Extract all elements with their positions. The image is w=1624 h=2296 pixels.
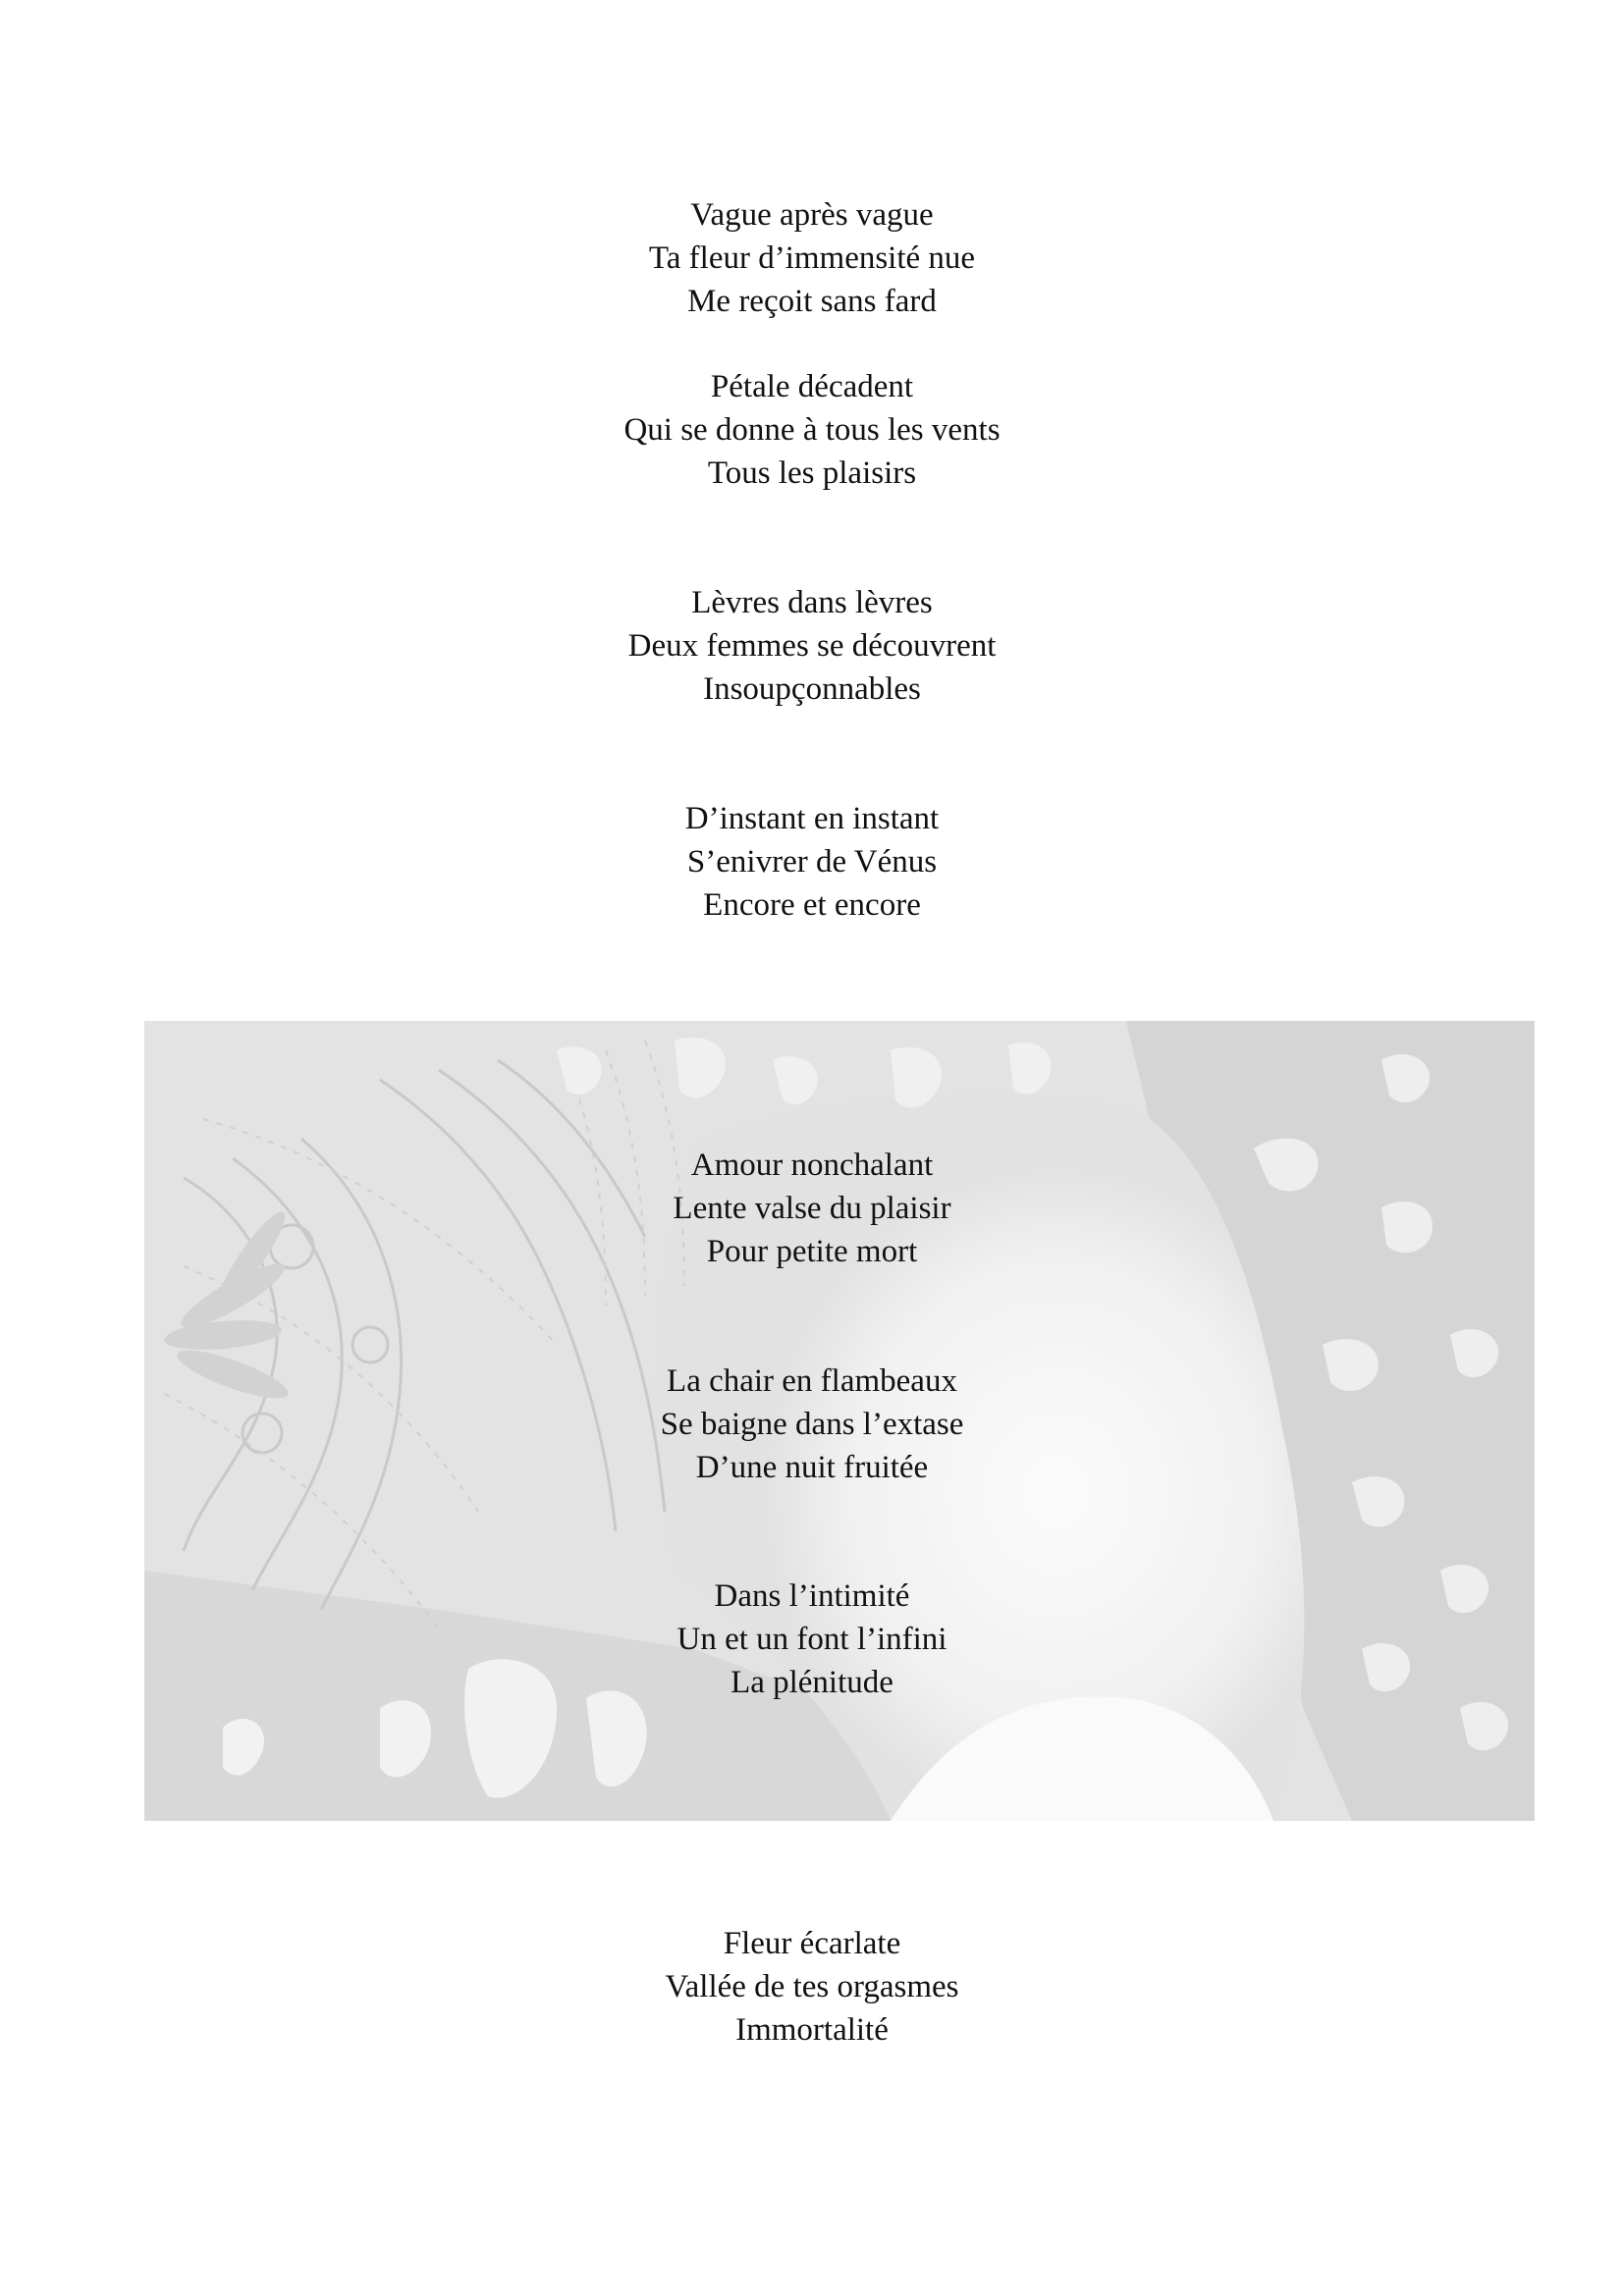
poem-line: Pétale décadent bbox=[710, 369, 914, 404]
poem-line: Un et un font l’infini bbox=[677, 1622, 947, 1657]
poem-line: S’enivrer de Vénus bbox=[686, 844, 938, 880]
poem-line: Se baigne dans l’extase bbox=[660, 1407, 964, 1442]
poem-line: Deux femmes se découvrent bbox=[627, 628, 997, 664]
poem-line: Vague après vague bbox=[690, 197, 934, 233]
poem-line: La chair en flambeaux bbox=[667, 1363, 957, 1399]
poem-line: La plénitude bbox=[731, 1665, 893, 1700]
stanza-8 bbox=[0, 1922, 1624, 2052]
poem-line: Lèvres dans lèvres bbox=[691, 585, 933, 620]
poem-line: Ta fleur d’immensité nue bbox=[648, 240, 976, 276]
poem-line: Tous les plaisirs bbox=[707, 455, 917, 491]
poem-line: D’instant en instant bbox=[684, 801, 940, 836]
poem-line: Vallée de tes orgasmes bbox=[665, 1969, 959, 2004]
stanza-1 bbox=[0, 193, 1624, 323]
stanza-4 bbox=[0, 797, 1624, 927]
stanza-5 bbox=[0, 1144, 1624, 1273]
poem-line: Fleur écarlate bbox=[723, 1926, 901, 1961]
poem-line: Me reçoit sans fard bbox=[687, 284, 937, 319]
poem-line: Dans l’intimité bbox=[714, 1578, 910, 1614]
poem-line: Lente valse du plaisir bbox=[673, 1191, 951, 1226]
poem-line: Immortalité bbox=[735, 2012, 889, 2048]
poem-line: Insoupçonnables bbox=[703, 671, 921, 707]
stanza-6 bbox=[0, 1360, 1624, 1489]
poem-line: Amour nonchalant bbox=[690, 1148, 934, 1183]
poem-line: D’une nuit fruitée bbox=[695, 1450, 929, 1485]
poem-line: Pour petite mort bbox=[706, 1234, 918, 1269]
stanza-2 bbox=[0, 365, 1624, 495]
poem-line: Qui se donne à tous les vents bbox=[623, 412, 1001, 448]
stanza-3 bbox=[0, 581, 1624, 711]
poem-line: Encore et encore bbox=[703, 887, 921, 923]
stanza-7 bbox=[0, 1575, 1624, 1704]
